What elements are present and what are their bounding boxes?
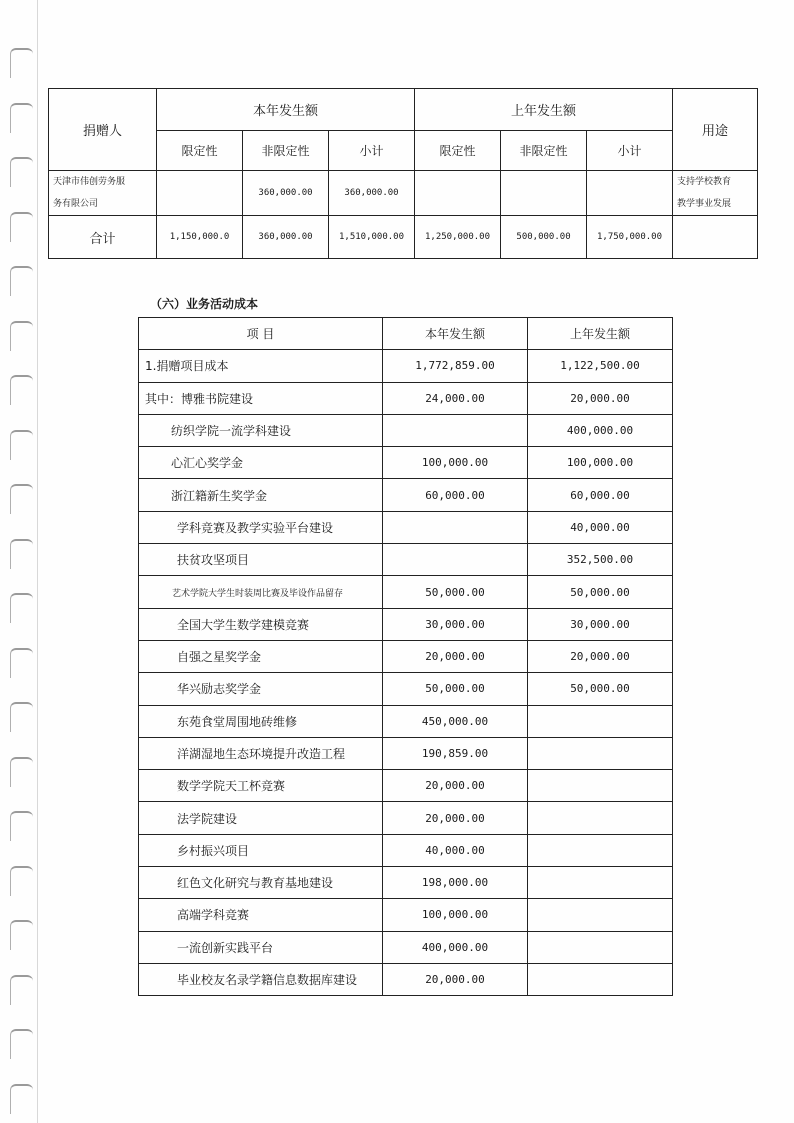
total-prev-subtotal: 1,750,000.00 <box>587 216 673 259</box>
binder-ring-icon <box>10 811 33 841</box>
item-name-cell: 乡村振兴项目 <box>139 834 383 866</box>
cur-unrestricted-header: 非限定性 <box>243 131 329 171</box>
table-row <box>139 447 673 479</box>
current-year-cell: 100,000.00 <box>383 899 528 931</box>
table-row <box>139 931 673 963</box>
binder-ring-icon <box>10 1029 33 1059</box>
total-cur-subtotal: 1,510,000.00 <box>329 216 415 259</box>
table-row <box>139 802 673 834</box>
binder-ring-icon <box>10 702 33 732</box>
current-year-cell: 60,000.00 <box>383 479 528 511</box>
table-row <box>139 479 673 511</box>
binder-ring-icon <box>10 648 33 678</box>
current-year-cell: 20,000.00 <box>383 963 528 995</box>
table-row <box>139 899 673 931</box>
previous-year-cell <box>528 705 673 737</box>
current-year-cell <box>383 544 528 576</box>
table-row <box>49 171 758 216</box>
current-year-cell: 20,000.00 <box>383 770 528 802</box>
binding-edge-line <box>37 0 38 1123</box>
previous-year-header: 上年发生额 <box>528 318 673 350</box>
current-year-cell: 20,000.00 <box>383 640 528 672</box>
item-name-cell: 纺织学院一流学科建设 <box>139 414 383 446</box>
prev-subtotal-cell <box>587 171 673 216</box>
item-name-cell: 毕业校友名录学籍信息数据库建设 <box>139 963 383 995</box>
item-name-cell: 浙江籍新生奖学金 <box>139 479 383 511</box>
previous-year-cell: 60,000.00 <box>528 479 673 511</box>
table-row <box>139 737 673 769</box>
binder-ring-icon <box>10 1084 33 1114</box>
item-name-cell: 心汇心奖学金 <box>139 447 383 479</box>
item-name-cell: 洋湖湿地生态环境提升改造工程 <box>139 737 383 769</box>
item-name-cell: 数学学院天工杯竞赛 <box>139 770 383 802</box>
previous-year-cell <box>528 899 673 931</box>
prev-restricted-header: 限定性 <box>415 131 501 171</box>
binder-rings <box>0 0 40 1123</box>
binder-ring-icon <box>10 430 33 460</box>
cur-restricted-header: 限定性 <box>157 131 243 171</box>
previous-year-cell: 100,000.00 <box>528 447 673 479</box>
binder-ring-icon <box>10 266 33 296</box>
previous-year-cell <box>528 802 673 834</box>
item-name-cell: 其中：博雅书院建设 <box>139 382 383 414</box>
binder-ring-icon <box>10 157 33 187</box>
current-year-cell: 50,000.00 <box>383 673 528 705</box>
cur-subtotal-cell: 360,000.00 <box>329 171 415 216</box>
table-row <box>139 834 673 866</box>
binder-ring-icon <box>10 975 33 1005</box>
item-name-cell: 一流创新实践平台 <box>139 931 383 963</box>
table-row <box>139 673 673 705</box>
purpose-cell <box>673 171 758 216</box>
item-name-cell: 全国大学生数学建模竞赛 <box>139 608 383 640</box>
binder-ring-icon <box>10 920 33 950</box>
item-name-cell: 艺术学院大学生时装周比赛及毕设作品留存 <box>139 576 383 608</box>
total-prev-restricted: 1,250,000.00 <box>415 216 501 259</box>
previous-year-cell <box>528 867 673 899</box>
donor-line: 务有限公司 <box>53 199 99 209</box>
current-year-cell: 20,000.00 <box>383 802 528 834</box>
current-year-cell <box>383 511 528 543</box>
purpose-line: 支持学校教育 <box>677 177 732 187</box>
previous-year-cell: 20,000.00 <box>528 382 673 414</box>
cur-subtotal-header: 小计 <box>329 131 415 171</box>
prev-subtotal-header: 小计 <box>587 131 673 171</box>
current-year-cell: 30,000.00 <box>383 608 528 640</box>
table-row <box>139 382 673 414</box>
donor-cell <box>49 171 157 216</box>
previous-year-cell <box>528 737 673 769</box>
purpose-header: 用途 <box>673 89 758 171</box>
item-name-cell: 法学院建设 <box>139 802 383 834</box>
table-row <box>139 608 673 640</box>
previous-year-cell <box>528 770 673 802</box>
purpose-line: 教学事业发展 <box>677 199 732 209</box>
binder-ring-icon <box>10 757 33 787</box>
table-row <box>139 640 673 672</box>
previous-year-cell <box>528 834 673 866</box>
current-year-cell: 100,000.00 <box>383 447 528 479</box>
item-name-cell: 学科竞赛及教学实验平台建设 <box>139 511 383 543</box>
prev-unrestricted-header: 非限定性 <box>501 131 587 171</box>
current-year-cell: 400,000.00 <box>383 931 528 963</box>
previous-year-cell: 352,500.00 <box>528 544 673 576</box>
current-year-cell <box>383 414 528 446</box>
total-prev-unrestricted: 500,000.00 <box>501 216 587 259</box>
previous-year-cell <box>528 931 673 963</box>
table-row <box>139 576 673 608</box>
binder-ring-icon <box>10 48 33 78</box>
table-row <box>139 705 673 737</box>
current-year-header: 本年发生额 <box>383 318 528 350</box>
table-row <box>139 350 673 382</box>
current-year-cell: 190,859.00 <box>383 737 528 769</box>
previous-year-cell: 40,000.00 <box>528 511 673 543</box>
current-year-cell: 50,000.00 <box>383 576 528 608</box>
item-name-cell: 自强之星奖学金 <box>139 640 383 672</box>
section-title: （六）业务活动成本 <box>150 297 259 311</box>
binder-ring-icon <box>10 484 33 514</box>
previous-year-cell: 400,000.00 <box>528 414 673 446</box>
cur-unrestricted-cell: 360,000.00 <box>243 171 329 216</box>
previous-year-cell: 30,000.00 <box>528 608 673 640</box>
current-year-cell: 40,000.00 <box>383 834 528 866</box>
total-purpose <box>673 216 758 259</box>
previous-year-cell: 50,000.00 <box>528 576 673 608</box>
prev-restricted-cell <box>415 171 501 216</box>
item-name-cell: 扶贫攻坚项目 <box>139 544 383 576</box>
item-name-cell: 红色文化研究与教育基地建设 <box>139 867 383 899</box>
table-row <box>139 414 673 446</box>
item-name-cell: 高端学科竞赛 <box>139 899 383 931</box>
previous-year-cell: 1,122,500.00 <box>528 350 673 382</box>
current-year-cell: 198,000.00 <box>383 867 528 899</box>
cur-restricted-cell <box>157 171 243 216</box>
binder-ring-icon <box>10 321 33 351</box>
cost-table-body <box>139 350 673 996</box>
binder-ring-icon <box>10 103 33 133</box>
binder-ring-icon <box>10 866 33 896</box>
item-name-cell: 1.捐赠项目成本 <box>139 350 383 382</box>
table-row <box>139 963 673 995</box>
current-year-cell: 450,000.00 <box>383 705 528 737</box>
binder-ring-icon <box>10 375 33 405</box>
table-row <box>139 867 673 899</box>
previous-year-header: 上年发生额 <box>415 89 673 131</box>
total-row <box>49 216 758 259</box>
total-cur-restricted: 1,150,000.0 <box>157 216 243 259</box>
item-name-cell: 东苑食堂周围地砖维修 <box>139 705 383 737</box>
table-row <box>139 544 673 576</box>
total-cur-unrestricted: 360,000.00 <box>243 216 329 259</box>
donor-header: 捐赠人 <box>49 89 157 171</box>
binder-ring-icon <box>10 593 33 623</box>
current-year-header: 本年发生额 <box>157 89 415 131</box>
binder-ring-icon <box>10 539 33 569</box>
previous-year-cell: 50,000.00 <box>528 673 673 705</box>
prev-unrestricted-cell <box>501 171 587 216</box>
donor-line: 天津市伟创劳务服 <box>53 177 126 187</box>
binder-ring-icon <box>10 212 33 242</box>
item-name-cell: 华兴励志奖学金 <box>139 673 383 705</box>
table-row <box>139 511 673 543</box>
previous-year-cell <box>528 963 673 995</box>
donation-table <box>48 88 758 259</box>
previous-year-cell: 20,000.00 <box>528 640 673 672</box>
total-label: 合计 <box>49 216 157 259</box>
current-year-cell: 1,772,859.00 <box>383 350 528 382</box>
item-header: 项 目 <box>139 318 383 350</box>
current-year-cell: 24,000.00 <box>383 382 528 414</box>
business-activity-cost-table <box>138 317 673 996</box>
table-row <box>139 770 673 802</box>
